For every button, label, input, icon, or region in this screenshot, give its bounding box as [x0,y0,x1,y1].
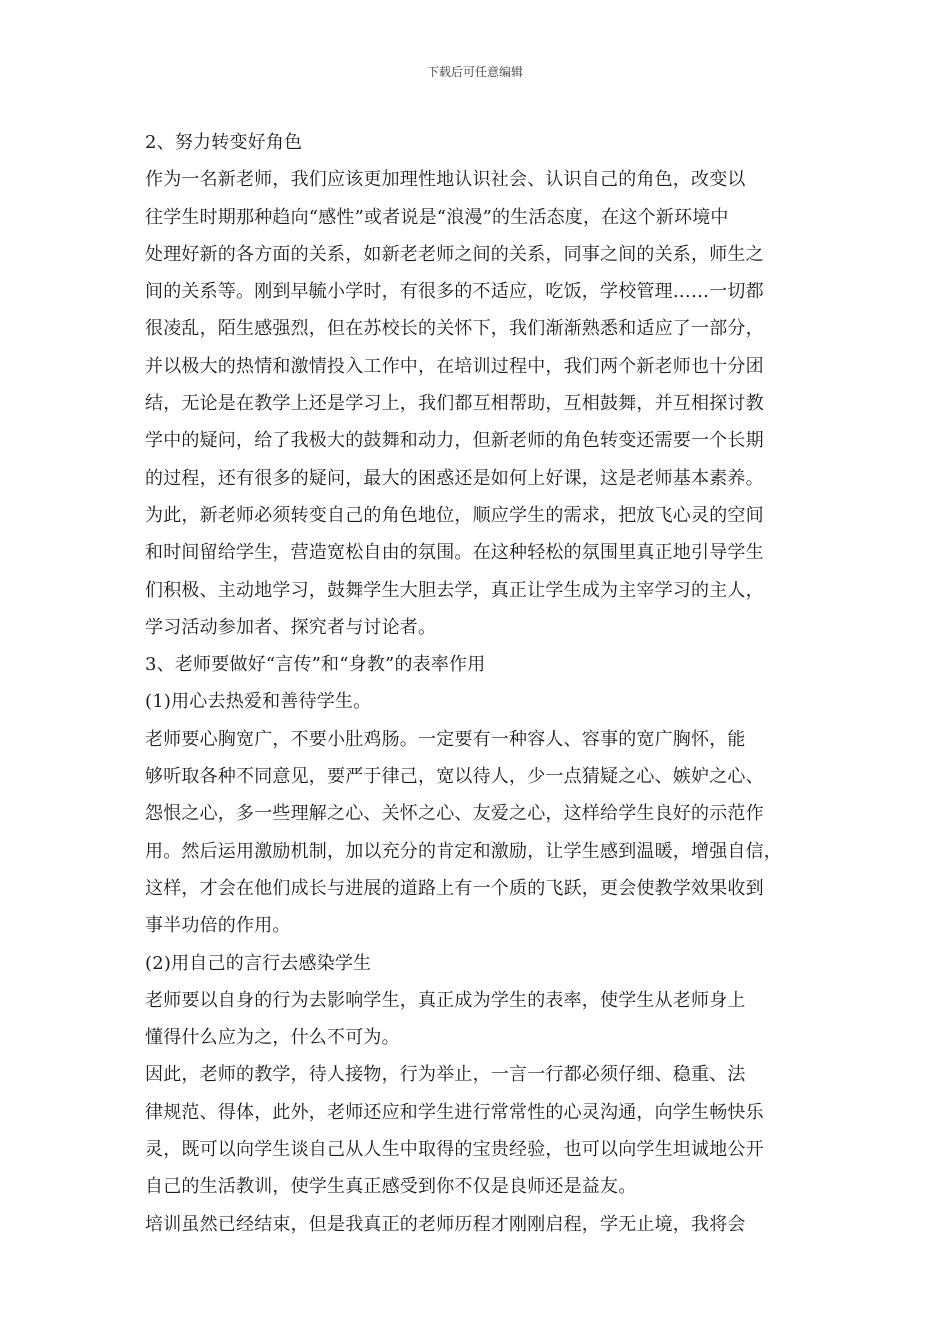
text-line: 律规范、得体，此外，老师还应和学生进行常常性的心灵沟通，向学生畅快乐 [145,1101,764,1123]
text-line: 并以极大的热情和激情投入工作中，在培训过程中，我们两个新老师也十分团 [145,355,764,377]
text-line: 老师要心胸宽广，不要小肚鸡肠。一定要有一种容人、容事的宽广胸怀，能 [145,728,746,750]
text-line: (1)用心去热爱和善待学生。 [145,691,372,713]
text-line: 间的关系等。刚到早毓小学时，有很多的不适应，吃饭，学校管理……一切都 [145,281,764,303]
text-line: 作为一名新老师，我们应该更加理性地认识社会、认识自己的角色，改变以 [145,169,746,191]
text-line: 们积极、主动地学习，鼓舞学生大胆去学，真正让学生成为主宰学习的主人， [145,579,764,601]
text-line: 往学生时期那种趋向“感性”或者说是“浪漫”的生活态度，在这个新环境中 [145,206,729,228]
text-line: 老师要以自身的行为去影响学生，真正成为学生的表率，使学生从老师身上 [145,989,746,1011]
text-line: 培训虽然已经结束，但是我真正的老师历程才刚刚启程，学无止境，我将会 [145,1213,746,1235]
text-line: 和时间留给学生，营造宽松自由的氛围。在这种轻松的氛围里真正地引导学生 [145,542,764,564]
text-line: 3、老师要做好“言传”和“身教”的表率作用 [145,654,486,676]
text-line: 自己的生活教训，使学生真正感受到你不仅是良师还是益友。 [145,1176,637,1198]
text-line: (2)用自己的言行去感染学生 [145,952,372,974]
text-line: 因此，老师的教学，待人接物，行为举止，一言一行都必须仔细、稳重、法 [145,1064,746,1086]
text-line: 2、努力转变好角色 [145,132,303,153]
text-line: 用。然后运用激励机制，加以充分的肯定和激励，让学生感到温暖，增强自信， [145,840,782,862]
text-line: 很凌乱，陌生感强烈，但在苏校长的关怀下，我们渐渐熟悉和适应了一部分， [145,318,764,340]
text-line: 学中的疑问，给了我极大的鼓舞和动力，但新老师的角色转变还需要一个长期 [145,430,764,452]
page-header: 下载后可任意编辑 [426,65,523,79]
text-line: 懂得什么应为之，什么不可为。 [145,1027,400,1049]
text-line: 结，无论是在教学上还是学习上，我们都互相帮助，互相鼓舞，并互相探讨教 [145,393,764,415]
text-line: 够听取各种不同意见，要严于律己，宽以待人，少一点猜疑之心、嫉妒之心、 [145,766,764,788]
text-line: 为此，新老师必须转变自己的角色地位，顺应学生的需求，把放飞心灵的空间 [145,504,764,526]
text-line: 的过程，还有很多的疑问，最大的困惑还是如何上好课，这是老师基本素养。 [145,467,764,489]
text-line: 学习活动参加者、探究者与讨论者。 [145,616,437,638]
text-line: 灵，既可以向学生谈自己从人生中取得的宝贵经验，也可以向学生坦诚地公开 [145,1139,764,1161]
document-body [145,124,813,1243]
text-line: 处理好新的各方面的关系，如新老老师之间的关系，同事之间的关系，师生之 [145,243,764,265]
text-line: 怨恨之心，多一些理解之心、关怀之心、友爱之心，这样给学生良好的示范作 [145,803,764,825]
text-line: 事半功倍的作用。 [145,915,291,937]
text-line: 这样，才会在他们成长与进展的道路上有一个质的飞跃，更会使教学效果收到 [145,877,764,899]
